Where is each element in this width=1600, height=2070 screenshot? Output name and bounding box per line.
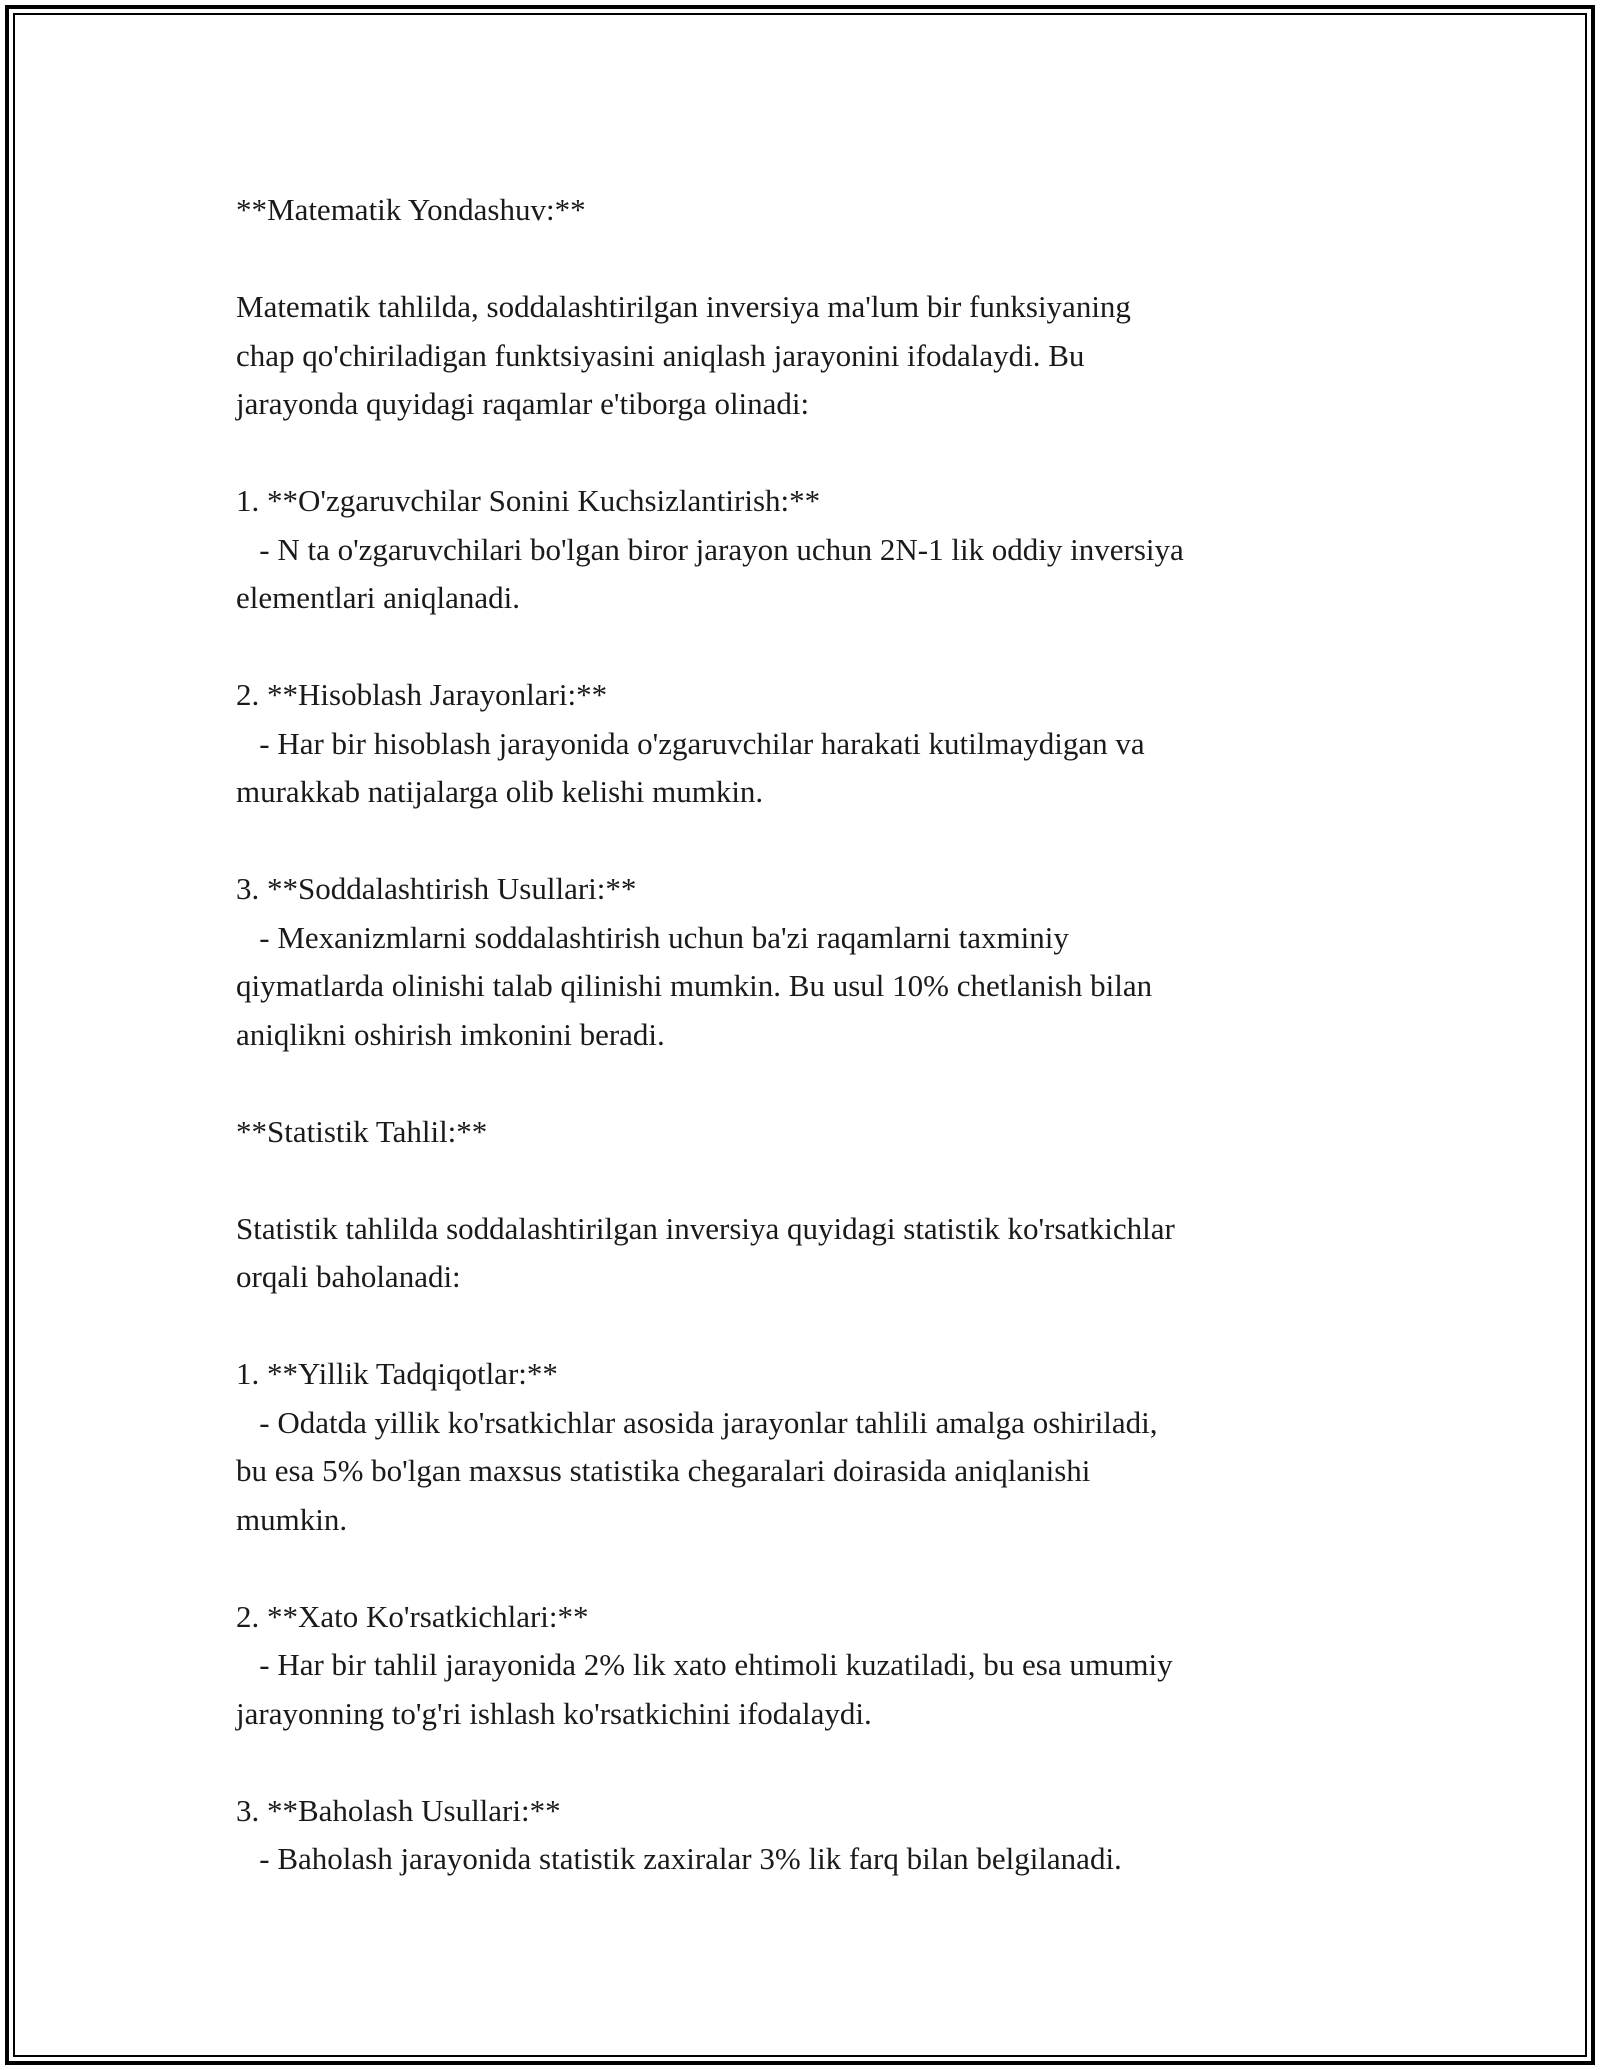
stat-intro-paragraph <box>236 1205 1386 1302</box>
section-heading-math: **Matematik Yondashuv:** <box>236 192 586 227</box>
list-item-line: - Mexanizmlarni soddalashtirish uchun ba'zi raqamlarni taxminiy <box>236 919 1069 955</box>
list-item-title: 1. **Yillik Tadqiqotlar:** <box>236 1356 558 1391</box>
paragraph-line: Statistik tahlilda soddalashtirilgan inversiya quyidagi statistik ko'rsatkichlar <box>236 1210 1175 1246</box>
document-body <box>236 186 1386 1884</box>
list-item-line: - Har bir hisoblash jarayonida o'zgaruvchilar harakati kutilmaydigan va <box>236 725 1145 761</box>
list-item-title: 3. **Baholash Usullari:** <box>236 1792 561 1828</box>
paragraph-line: orqali baholanadi: <box>236 1259 461 1294</box>
list-item-title: 2. **Hisoblash Jarayonlari:** <box>236 677 608 712</box>
list-item-line: elementlari aniqlanadi. <box>236 580 521 615</box>
stat-item-1 <box>236 1350 1386 1544</box>
list-item-line: qiymatlarda olinishi talab qilinishi mumkin. Bu usul 10% chetlanish bilan <box>236 968 1153 1003</box>
math-item-1 <box>236 477 1386 623</box>
list-item-line: - Baholash jarayonida statistik zaxiralar 3% lik farq bilan belgilanadi. <box>236 1841 1122 1876</box>
list-item-line: murakkab natijalarga olib kelishi mumkin. <box>236 774 764 809</box>
list-item-line: - N ta o'zgaruvchilari bo'lgan biror jarayon uchun 2N-1 lik oddiy inversiya <box>236 531 1184 567</box>
stat-item-3 <box>236 1787 1386 1884</box>
list-item-line: aniqlikni oshirish imkonini beradi. <box>236 1016 665 1052</box>
section-heading-stat: **Statistik Tahlil:** <box>236 1113 488 1149</box>
list-item-title: 1. **O'zgaruvchilar Sonini Kuchsizlantirish:** <box>236 483 821 518</box>
math-item-3 <box>236 865 1386 1059</box>
list-item-line: - Har bir tahlil jarayonida 2% lik xato ehtimoli kuzatiladi, bu esa umumiy <box>236 1647 1173 1682</box>
math-intro-paragraph <box>236 283 1386 429</box>
list-item-line: - Odatda yillik ko'rsatkichlar asosida jarayonlar tahlili amalga oshiriladi, <box>236 1404 1158 1440</box>
list-item-line: mumkin. <box>236 1501 348 1537</box>
list-item-line: bu esa 5% bo'lgan maxsus statistika chegaralari doirasida aniqlanishi <box>236 1453 1091 1488</box>
list-item-title: 2. **Xato Ko'rsatkichlari:** <box>236 1598 589 1634</box>
math-item-2 <box>236 671 1386 817</box>
list-item-title: 3. **Soddalashtirish Usullari:** <box>236 871 637 906</box>
paragraph-line: chap qo'chiriladigan funktsiyasini aniqlash jarayonini ifodalaydi. Bu <box>236 337 1085 373</box>
stat-item-2 <box>236 1593 1386 1739</box>
paragraph-line: jarayonda quyidagi raqamlar e'tiborga olinadi: <box>236 386 810 421</box>
list-item-line: jarayonning to'g'ri ishlash ko'rsatkichini ifodalaydi. <box>236 1695 872 1731</box>
paragraph-line: Matematik tahlilda, soddalashtirilgan inversiya ma'lum bir funksiyaning <box>236 289 1131 324</box>
